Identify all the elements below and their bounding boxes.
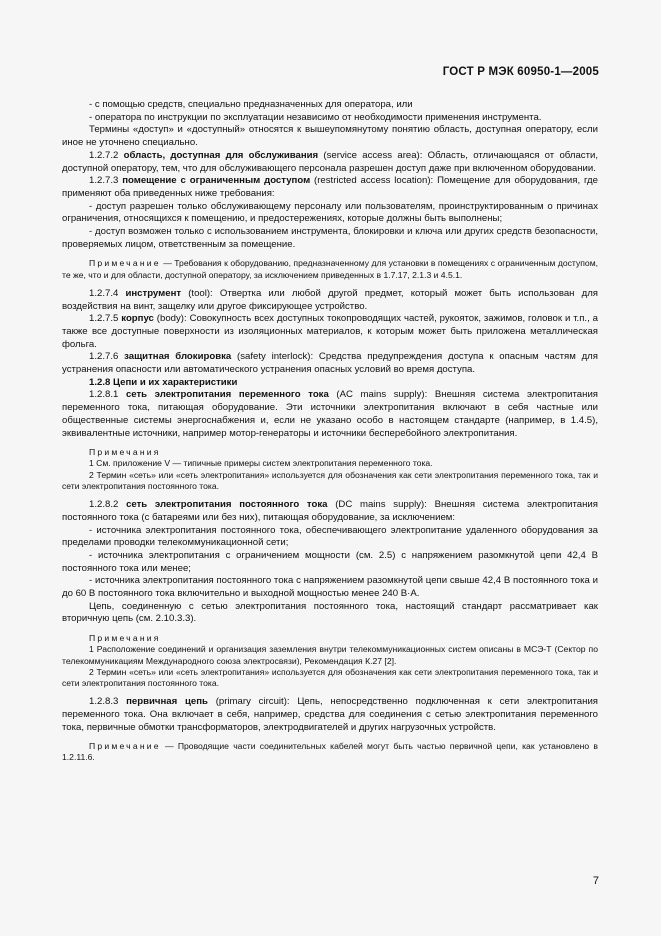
note-item: 1 Расположение соединений и организация заземления внутри телекоммуникационных систем описаны в МСЭ-Т (Сектор по телекоммуникациям Международного союза электросвязи), Рекомендация К.27 [2]. — [62, 644, 598, 666]
paragraph: - с помощью средств, специально предназначенных для оператора, или — [89, 99, 413, 110]
definition-1-2-7-5 — [62, 313, 598, 351]
definition-1-2-8-1 — [62, 389, 598, 440]
clause-number: 1.2.7.3 — [89, 175, 123, 187]
term: инструмент — [125, 287, 182, 299]
paragraph: Цепь, соединенную с сетью электропитания постоянного тока, настоящий стандарт рассматривает как вторичную цепь (см. 2.10.3.3). — [62, 600, 598, 625]
list-item: - источника электропитания постоянного тока, обеспечивающего электропитание удаленного оборудования за пределами проводки телекоммуникационной сети; — [62, 524, 598, 549]
list-item: - источника электропитания постоянного тока с напряжением разомкнутой цепи свыше 42,4 В постоянного тока и до 60 В постоянного тока включительно и выходной мощностью менее 240 В·А. — [62, 575, 598, 600]
paragraph: Термины «доступ» и «доступный» относятся к вышеупомянутому понятию область, доступная оператору, если иное не уточнено специально. — [62, 124, 598, 149]
clause-number: 1.2.7.4 — [89, 287, 126, 299]
note-label: Примечание — [89, 741, 161, 752]
definition-1-2-8-3 — [62, 696, 598, 734]
document-header: ГОСТ Р МЭК 60950-1—2005 — [442, 66, 599, 78]
note-item: 2 Термин «сеть» или «сеть электропитания» используется для обозначения как сети электропитания переменного тока, так и сети электропитания постоянного тока. — [62, 469, 598, 491]
clause-number: 1.2.8.1 — [89, 389, 126, 401]
definition-text: (DC mains supply): Внешняя система электропитания постоянного тока (с батареями или без них), питающая оборудование, за исключением: — [62, 499, 598, 523]
note — [62, 741, 598, 763]
term: сеть электропитания переменного тока — [125, 389, 329, 401]
list-item: - доступ разрешен только обслуживающему персоналу или пользователям, проинструктированным о причинах ограничения, относящихся к помещению, и предостережениях, которые должны быть выполнены; — [62, 200, 598, 225]
definition-text: (AC mains supply): Внешняя система электропитания переменного тока, питающая оборудование. Эти источники электропитания включают в себя частные или общественные системы энергоснабжения и, если не указано особо в настоящем стандарте (например, в 1.4.5), эквивалентные источники, например мотор-генераторы и источники бесперебойного электропитания. — [62, 389, 598, 439]
definition-1-2-7-3 — [62, 175, 598, 200]
term: корпус — [121, 313, 154, 325]
definition-1-2-7-4 — [62, 288, 598, 313]
note-item: 1 См. приложение V — типичные примеры систем электропитания переменного тока. — [89, 458, 433, 469]
notes-label: Примечания — [89, 633, 161, 644]
definition-text: (restricted access location): Помещение для оборудования, где применяют оба приведенных ниже требования: — [62, 175, 598, 199]
definition-text: (tool): Отвертка или любой другой предмет, который может быть использован для воздействия на винт, защелку или другое фиксирующее устройство. — [62, 287, 598, 312]
note — [62, 258, 598, 280]
definition-text: (service access area): Область, отличающаяся от области, доступной оператору, тем, что для обслуживающего персонала разрешен доступ даже при включенном оборудовании. — [62, 149, 598, 174]
note-text: — Требования к оборудованию, предназначенному для установки в помещениях с ограниченным доступом, те же, что и для области, доступной оператору, за исключением приведенных в 1.7.17, 2.1.3 и 4.5.1. — [62, 258, 598, 280]
term: помещение с ограниченным доступом — [122, 175, 311, 187]
page-number: 7 — [592, 875, 599, 887]
definition-text: (safety interlock): Средства предупреждения доступа к опасным частям для устранения опасности или автоматического устранения опасных условий во время доступа. — [62, 351, 598, 376]
definition-text: (body): Совокупность всех доступных токопроводящих частей, рукояток, зажимов, головок и т.п., а также все доступные поверхности из изоляционных материалов, к которым может быть приложена металлическая фольга. — [62, 313, 598, 350]
document-body — [62, 99, 598, 764]
definition-1-2-7-2 — [62, 150, 598, 175]
term: сеть электропитания постоянного тока — [126, 499, 328, 511]
note-text: — Проводящие части соединительных кабелей могут быть частью первичной цепи, как установлено в 1.2.11.6. — [62, 741, 598, 763]
term: первичная цепь — [126, 696, 208, 708]
clause-number: 1.2.8.2 — [89, 499, 127, 511]
definition-1-2-7-6 — [62, 351, 598, 376]
clause-number: 1.2.8.3 — [89, 696, 127, 708]
section-heading: 1.2.8 Цепи и их характеристики — [89, 376, 238, 388]
note-label: Примечание — [89, 258, 161, 269]
paragraph: - оператора по инструкции по эксплуатации независимо от необходимости применения инструмента. — [89, 111, 542, 123]
term: область, доступная для обслуживания — [123, 149, 319, 161]
definition-text: (primary circuit): Цепь, непосредственно подключенная к сети электропитания переменного тока. Она включает в себя, например, средства для соединения с сетью электропитания переменного тока, первичные обмотки трансформаторов, электродвигателей и других нагрузочных устройств. — [62, 696, 598, 733]
clause-number: 1.2.7.5 — [89, 313, 122, 325]
notes-label: Примечания — [89, 447, 161, 458]
clause-number: 1.2.7.6 — [89, 351, 125, 363]
list-item: - источника электропитания с ограничением мощности (см. 2.5) с напряжением разомкнутой цепи 42,4 В постоянного тока или менее; — [62, 549, 598, 574]
note-item: 2 Термин «сеть» или «сеть электропитания» используется для обозначения как сети электропитания переменного тока, так и сети электропитания постоянного тока. — [62, 666, 598, 688]
list-item: - доступ возможен только с использованием инструмента, блокировки и ключа или других средств безопасности, проверяемых лицом, ответственным за помещение. — [62, 226, 598, 250]
definition-1-2-8-2 — [62, 499, 598, 524]
term: защитная блокировка — [124, 351, 232, 363]
clause-number: 1.2.7.2 — [89, 149, 124, 161]
